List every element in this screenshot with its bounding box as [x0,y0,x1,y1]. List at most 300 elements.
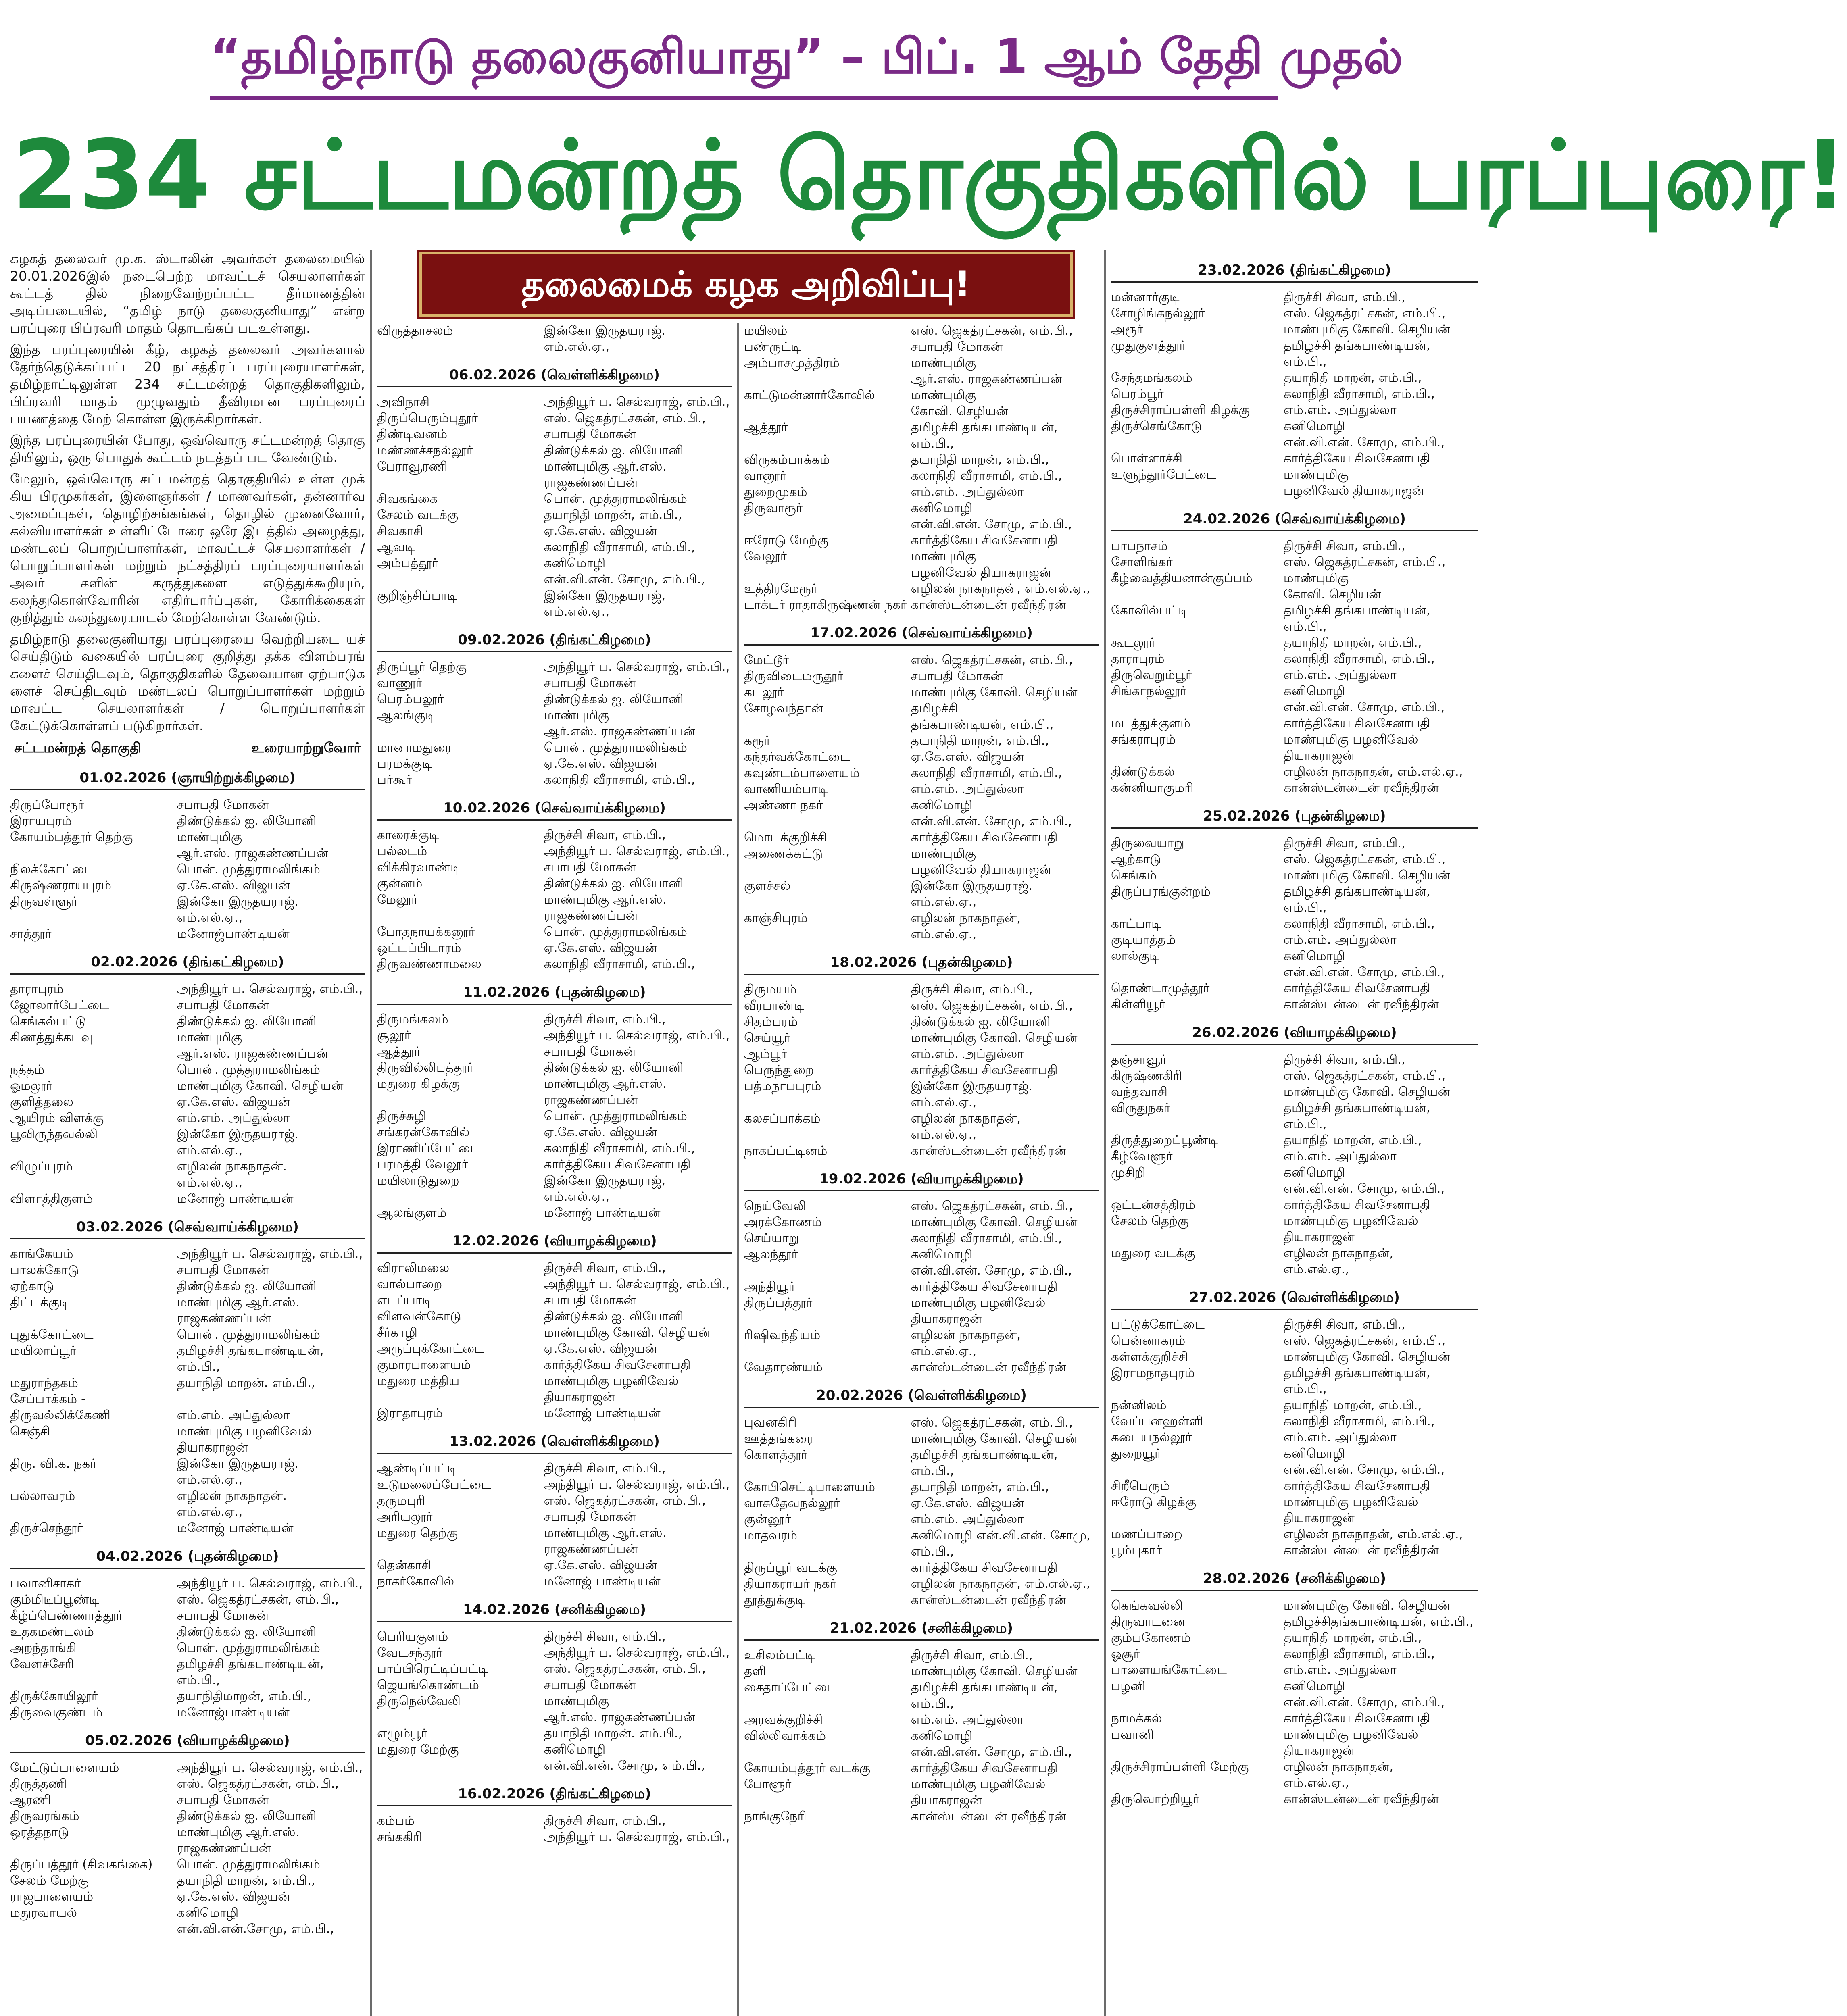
constituency-name: சங்கராபுரம் [1111,732,1176,747]
intro-paragraph: இந்த பரப்புரையின் போது, ஒவ்வொரு சட்டமன்றத் தொகு தியிலும், ஒரு பொதுக் கூட்டம் நடத்தப் பட வேண்டும். [10,432,369,465]
schedule-row [1111,1662,1478,1678]
schedule-row [1111,354,1478,370]
speaker-name: ஆர்.எஸ். ராஜகண்ணப்பன் [544,1710,696,1724]
schedule-row [10,1191,365,1207]
schedule-date-heading: 12.02.2026 (வியாழக்கிழமை) [377,1230,732,1254]
constituency-name: திருப்பூர் வடக்கு [744,1560,838,1575]
constituency-name: தியாகராயர் நகர் [744,1577,836,1591]
schedule-row [1111,1775,1478,1791]
speaker-name: கார்த்திகேய சிவசேனாபதி [911,533,1058,548]
schedule-row [744,733,1099,749]
speaker-name: திருச்சி சிவா, எம்.பி., [544,1261,666,1275]
constituency-name: கீழ்வைத்தியனான்குப்பம் [1111,571,1253,585]
schedule-row [1111,1413,1478,1429]
speaker-name: சபாபதி மோகன் [544,1044,636,1059]
announcement-banner: தலைமைக் கழக அறிவிப்பு! [419,252,1073,317]
constituency-name: திருச்செந்தூர் [10,1521,83,1535]
schedule-row [1111,1349,1478,1365]
schedule-row [10,813,365,829]
schedule-row [744,1527,1099,1560]
schedule-row [1111,434,1478,450]
constituency-name: அருப்புக்கோட்டை [377,1341,484,1356]
constituency-name: கம்பம் [377,1814,415,1828]
speaker-name: திருச்சி சிவா, எம்.பி., [544,1012,666,1027]
constituency-name [744,1343,911,1359]
constituency-name: டாக்டர் ராதாகிருஷ்ணன் நகர் [744,598,907,612]
schedule-row [377,1341,732,1357]
schedule-row [1111,651,1478,667]
speaker-name: மாண்புமிகு கோவி. செழியன் [911,685,1078,700]
speaker-name: பொன். முத்துராமலிங்கம் [544,1109,687,1123]
constituency-name: கந்தர்வக்கோட்டை [744,750,850,764]
schedule-row [377,924,732,940]
constituency-name: விளவன்கோடு [377,1309,461,1324]
speaker-name: ஏ.கே.எஸ். விஜயன் [544,524,657,538]
schedule-row [10,1808,365,1824]
speaker-name: அந்தியூர் ப. செல்வராஜ், எம்.பி., [177,982,363,996]
constituency-name: கோபிசெட்டிபாளையம் [744,1480,876,1494]
constituency-name: சைதாப்பேட்டை [744,1680,837,1695]
constituency-name: திருவிடைமருதூர் [744,669,843,683]
constituency-name: திருவள்ளூர் [10,894,78,909]
schedule-list [744,323,1099,1824]
speaker-name: மனோஜ் பாண்டியன் [544,1406,661,1420]
speaker-name: திண்டுக்கல் ஐ. லியோனி [544,1309,684,1324]
schedule-row [10,1656,365,1672]
constituency-name [10,1142,177,1158]
schedule-row [377,1509,732,1525]
constituency-name: வீரபாண்டி [744,998,805,1013]
schedule-row [377,772,732,788]
schedule-date-heading: 09.02.2026 (திங்கட்கிழமை) [377,629,732,652]
schedule-date-heading: 05.02.2026 (வியாழக்கிழமை) [10,1729,365,1753]
schedule-row [377,859,732,875]
schedule-row [10,1921,365,1937]
schedule-row [1111,1542,1478,1558]
schedule-row [377,410,732,426]
speaker-name: கலாநிதி வீராசாமி, எம்.பி., [1283,916,1435,931]
speaker-name: எம்.பி., [911,1464,954,1478]
schedule-row [10,1262,365,1278]
speaker-name: எஸ். ஜெகத்ரட்சகன், எம்.பி., [177,1776,339,1791]
schedule-row [10,1045,365,1062]
speaker-name: திண்டுக்கல் ஐ. லியோனி [544,1060,684,1075]
speaker-name: என்.வி.என். சோமு, எம்.பி., [911,1263,1072,1278]
speaker-name: எஸ். ஜெகத்ரட்சகன், எம்.பி., [1283,852,1446,866]
intro-text [10,250,369,734]
schedule-row [10,1013,365,1029]
constituency-name [744,716,911,733]
constituency-name: கிருஷ்ணராயபுரம் [10,878,112,893]
speaker-name: மாண்புமிகு [911,356,976,370]
schedule-row [10,1062,365,1078]
speaker-name: கனிமொழி [544,1742,606,1757]
constituency-name: ஆலங்குளம் [377,1206,447,1220]
constituency-name: எழும்பூர் [377,1726,427,1741]
schedule-row [744,1576,1099,1592]
intro-paragraph: கழகத் தலைவர் மு.க. ஸ்டாலின் அவர்கள் தலைமையில் 20.01.2026இல் நடைபெற்ற மாவட்டச் செயலாளர்கள் கூட்டத் தில் நிறைவேற்றப்பட்ட தீர்மானத்தின் அடிப்படையில், “தமிழ் நாடு தலைகுனியாது” என்ற பரப்புரை பிப்ரவரி மாதம் தொடங்கப் படஉள்ளது. [10,251,369,336]
speaker-name: கார்த்திகேய சிவசேனாபதி [911,1279,1058,1294]
schedule-row [744,829,1099,846]
constituency-name [744,1463,911,1479]
constituency-name [377,1541,544,1557]
schedule-row [744,1679,1099,1695]
constituency-name: வேடசந்தூர் [377,1645,443,1660]
schedule-row [1111,1245,1478,1261]
speaker-name: ராஜகண்ணப்பன் [544,908,638,923]
speaker-name: மாண்புமிகு [177,830,242,844]
schedule-row [377,1140,732,1156]
constituency-name: சங்கரன்கோவில் [377,1125,470,1139]
schedule-row [744,1792,1099,1808]
constituency-name: திருவில்லிபுத்தூர் [377,1060,473,1075]
schedule-row [744,1094,1099,1110]
speaker-name: தயாநிதிமாறன், எம்.பி., [177,1689,311,1704]
speaker-name: அந்தியூர் ப. செல்வராஜ், எம்.பி., [177,1760,363,1775]
speaker-name: தமிழச்சி தங்கபாண்டியன், [177,1343,324,1358]
schedule-row [1111,948,1478,964]
speaker-name: அந்தியூர் ப. செல்வராஜ், எம்.பி., [544,660,730,674]
speaker-name: என்.வி.என். சோமு, எம்.பி., [1283,700,1445,714]
schedule-row [1111,570,1478,586]
speaker-name: திருச்சி சிவா, எம்.பி., [544,1814,666,1828]
schedule-row [744,878,1099,894]
schedule-row [377,1060,732,1076]
constituency-name: கன்னியாகுமரி [1111,781,1194,795]
schedule-row [377,1573,732,1589]
schedule-row [377,707,732,723]
schedule-row [377,1173,732,1205]
schedule-row [10,1905,365,1921]
speaker-name: தமிழச்சி தங்கபாண்டியன், [1283,603,1430,618]
constituency-name: ஓசூர் [1111,1647,1140,1661]
speaker-name: எஸ். ஜெகத்ரட்சகன், எம்.பி., [911,653,1073,667]
schedule-row [744,910,1099,926]
speaker-name: எம்.பி., [911,436,954,451]
schedule-row [744,1230,1099,1246]
schedule-row [10,1575,365,1591]
constituency-name: கலசப்பாக்கம் [744,1111,821,1126]
constituency-name: கூடலூர் [1111,635,1155,650]
schedule-row [1111,1181,1478,1197]
constituency-name: சிவகங்கை [377,492,438,506]
schedule-row [377,1741,732,1758]
speaker-name: திண்டுக்கல் ஐ. லியோனி [544,692,684,706]
speaker-name: திண்டுக்கல் ஐ. லியோனி [177,1014,317,1029]
column-divider [370,250,372,2016]
speaker-name: எம்.எம். அப்துல்லா [1283,668,1397,682]
constituency-name: வந்தவாசி [1111,1085,1167,1099]
constituency-name [744,1127,911,1143]
constituency-name: பெரியகுளம் [377,1629,448,1644]
speaker-name: தமிழச்சி தங்கபாண்டியன், [911,420,1058,435]
schedule-row [744,1511,1099,1527]
schedule-date-heading: 24.02.2026 (செவ்வாய்க்கிழமை) [1111,508,1478,531]
speaker-name: கலாநிதி வீராசாமி, எம்.பி., [911,1231,1062,1245]
constituency-name: முதுகுளத்தூர் [1111,338,1186,353]
constituency-name: திருவெறும்பூர் [1111,668,1192,682]
schedule-row [744,435,1099,452]
constituency-name: செங்கம் [1111,868,1157,883]
speaker-name: மாண்புமிகு ஆர்.எஸ். [544,1526,667,1540]
constituency-name: தாராபுரம் [10,982,64,996]
speaker-name: எழிலன் நாகநாதன், [1283,1246,1394,1260]
constituency-name: ஊத்தங்கரை [744,1431,813,1446]
constituency-name [377,571,544,587]
constituency-name: சிதம்பரம் [744,1014,798,1029]
constituency-name [1111,964,1284,980]
constituency-name: குன்னூர் [744,1512,791,1527]
schedule-row [10,997,365,1013]
speaker-name: ராஜகண்ணப்பன் [177,1841,271,1856]
constituency-name: தருமபுரி [377,1493,425,1508]
constituency-name: மயிலாடுதுறை [377,1173,459,1188]
speaker-name: தியாகராஜன் [1283,1743,1355,1758]
speaker-name: மனோஜ் பாண்டியன் [177,1191,294,1206]
constituency-name: திருத்துறைப்பூண்டி [1111,1133,1218,1148]
speaker-name: சபாபதி மோகன் [911,339,1003,354]
constituency-name: மண்ணச்சநல்லூர் [377,443,473,458]
speaker-name: எழிலன் நாகநாதன், எம்.எல்.ஏ., [1283,1527,1463,1541]
schedule-row [377,908,732,924]
schedule-row [10,1488,365,1504]
schedule-row [1111,699,1478,715]
constituency-name: உசிலம்பட்டி [744,1648,815,1662]
speaker-name: இன்கோ இருதயராஜ், எம்.எல்.ஏ., [544,588,666,619]
schedule-row [1111,964,1478,980]
schedule-date-heading: 10.02.2026 (செவ்வாய்க்கிழமை) [377,797,732,821]
speaker-name: ஏ.கே.எஸ். விஜயன் [544,756,657,771]
constituency-name: பரமக்குடி [377,756,432,771]
speaker-name: திருச்சி சிவா, எம்.பி., [544,1461,666,1476]
schedule-date-heading: 11.02.2026 (புதன்கிழமை) [377,981,732,1005]
schedule-row [1111,1462,1478,1478]
constituency-name: அணைக்கட்டு [744,846,823,861]
speaker-name: மாண்புமிகு கோவி. செழியன் [1283,1085,1450,1099]
speaker-name: மாண்புமிகு பழனிவேல் [1283,1214,1418,1228]
constituency-name: திட்டக்குடி [10,1295,69,1310]
schedule-row [744,1760,1099,1776]
schedule-date-heading: 28.02.2026 (சனிக்கிழமை) [1111,1567,1478,1591]
speaker-name: எம்.எல்.ஏ., [1283,1262,1349,1277]
constituency-name: திருவாரூர் [744,501,803,515]
schedule-row [744,894,1099,910]
speaker-name: எம்.பி., [911,1696,954,1711]
constituency-name: கிணத்துக்கடவு [10,1030,93,1045]
speaker-name: திண்டுக்கல் ஐ. லியோனி [911,1014,1051,1029]
schedule-row [377,1709,732,1725]
schedule-row [1111,1759,1478,1775]
schedule-row [744,1560,1099,1576]
schedule-row [377,1325,732,1341]
speaker-name: மாண்புமிகு பழனிவேல் [911,1777,1046,1791]
schedule-row [744,516,1099,532]
constituency-name: ஏற்காடு [10,1279,54,1293]
speaker-name: திருச்சி சிவா, எம்.பி., [1283,539,1405,553]
constituency-name: தொண்டாமுத்தூர் [1111,981,1210,996]
speaker-name: எம்.எல்.ஏ., [911,927,977,941]
constituency-name: அவிநாசி [377,395,430,409]
schedule-row [744,484,1099,500]
schedule-row [377,1205,732,1221]
constituency-name: ஜோலார்பேட்டை [10,998,109,1012]
speaker-name: எம்.எம். அப்துல்லா [177,1408,290,1422]
speaker-name: மாண்புமிகு ஆர்.எஸ். [544,892,667,907]
schedule-date-heading: 03.02.2026 (செவ்வாய்க்கிழமை) [10,1216,365,1239]
constituency-name: வேதாரண்யம் [744,1360,823,1375]
constituency-name: கொளத்தூர் [744,1447,808,1462]
speaker-name: என்.வி.என். சோமு, எம்.பி., [911,1745,1072,1759]
speaker-name: பொன். முத்துராமலிங்கம் [544,925,687,939]
schedule-row [744,846,1099,862]
speaker-name: தயாநிதி மாறன். எம்.பி., [177,1376,315,1390]
speaker-name: திண்டுக்கல் ஐ. லியோனி [177,1624,317,1639]
constituency-name: காங்கேயம் [10,1247,73,1261]
speaker-name: கனிமொழி [911,501,973,515]
constituency-name: செய்யூர் [744,1031,790,1045]
constituency-name [744,1744,911,1760]
schedule-row [377,1460,732,1477]
speaker-name: பொன். முத்துராமலிங்கம் [177,1641,320,1655]
speaker-name: தயாநிதி மாறன், எம்.பி., [1283,371,1422,385]
speaker-name [177,1391,365,1407]
constituency-name: குன்னம் [377,876,423,891]
schedule-row [744,781,1099,797]
constituency-name: விருகம்பாக்கம் [744,452,830,467]
constituency-name [1111,434,1284,450]
constituency-name: விருதுநகர் [1111,1101,1170,1115]
speaker-name: ஏ.கே.எஸ். விஜயன் [544,941,657,955]
schedule-row [10,1391,365,1407]
speaker-name: கார்த்திகேய சிவசேனாபதி [1283,1479,1430,1493]
speaker-name: கார்த்திகேய சிவசேனாபதி [1283,716,1430,731]
schedule-row [744,1198,1099,1214]
speaker-name: மனோஜ் பாண்டியன் [544,1574,661,1589]
speaker-name: மாண்புமிகு [1283,467,1349,482]
schedule-row [377,491,732,507]
schedule-row [1111,1694,1478,1710]
schedule-row [744,1431,1099,1447]
schedule-row [10,1792,365,1808]
constituency-name: உடுமலைப்பேட்டை [377,1477,491,1492]
speaker-name: மாண்புமிகு [911,388,976,402]
schedule-row [1111,1116,1478,1132]
speaker-name: அந்தியூர் ப. செல்வராஜ், எம்.பி., [544,395,730,409]
constituency-name: பல்லடம் [377,844,427,858]
constituency-name: அம்பாசமுத்திரம் [744,356,840,370]
speaker-header: உரையாற்றுவோர் [251,740,361,756]
speaker-name: சபாபதி மோகன் [177,1263,269,1277]
speaker-name: என்.வி.என். சோமு, எம்.பி., [544,572,705,587]
schedule-row [10,1856,365,1872]
schedule-row [377,426,732,442]
speaker-name: கார்த்திகேய சிவசேனாபதி [911,1560,1058,1575]
constituency-name [10,1310,177,1327]
speaker-name: மாண்புமிகு ஆர்.எஸ். [544,459,667,474]
constituency-name: சிங்காநல்லூர் [1111,684,1187,698]
speaker-name: எஸ். ஜெகத்ரட்சகன், எம்.பி., [1283,1333,1446,1348]
constituency-name: முசிறி [1111,1165,1146,1180]
constituency-name: ஒட்டப்பிடாரம் [377,941,461,955]
speaker-name: சபாபதி மோகன் [544,676,636,690]
constituency-name: அந்தியூர் [744,1279,795,1294]
speaker-name: என்.வி.என்.சோமு, எம்.பி., [177,1922,334,1936]
constituency-name: செங்கல்பட்டு [10,1014,87,1029]
speaker-name: மாண்புமிகு கோவி. செழியன் [544,1325,711,1340]
schedule-row [1111,780,1478,796]
constituency-name: குமாரபாளையம் [377,1358,471,1372]
schedule-row [10,1872,365,1889]
constituency-name: வில்லிவாக்கம் [744,1729,826,1743]
schedule-row [377,1043,732,1060]
speaker-name: எம்.எல்.ஏ., [177,910,243,925]
constituency-name: சூலூர் [377,1028,411,1043]
schedule-row [377,1645,732,1661]
constituency-name: ஆலங்குடி [377,708,436,723]
speaker-name: எம்.பி., [1283,1382,1327,1396]
schedule-row [1111,1727,1478,1743]
speaker-name: கார்த்திகேய சிவசேனாபதி [911,1063,1058,1077]
constituency-name: பெரம்பலூர் [377,692,444,706]
constituency-name: குளச்சல் [744,879,791,893]
speaker-name: மனோஜ் பாண்டியன் [544,1206,661,1220]
speaker-name: தியாகராஜன் [1283,748,1355,763]
constituency-name: திருச்சிராப்பள்ளி மேற்கு [1111,1760,1249,1774]
speaker-name: பொன். முத்துராமலிங்கம் [544,492,687,506]
schedule-row [744,1712,1099,1728]
constituency-name: சோழவந்தான் [744,701,823,716]
constituency-name [744,1311,911,1327]
schedule-row [744,1214,1099,1230]
constituency-name: கோவில்பட்டி [1111,603,1188,618]
speaker-name: மாண்புமிகு [544,1694,609,1708]
schedule-row [377,394,732,410]
constituency-name: திருவண்ணாமலை [377,957,482,971]
schedule-list [1111,259,1478,1807]
schedule-row [377,956,732,972]
constituency-name: சேலம் வடக்கு [377,508,459,522]
constituency-name [10,1045,177,1062]
constituency-name: ஆற்காடு [1111,852,1161,866]
constituency-name: பேராவூரணி [377,459,448,474]
constituency-name: ஒரத்தநாடு [10,1825,69,1839]
column-2 [377,323,732,2016]
schedule-row [10,1624,365,1640]
constituency-name: கெங்கவல்லி [1111,1598,1183,1613]
speaker-name: இன்கோ இருதயராஜ். [911,879,1033,893]
constituency-name: மாதவரம் [744,1528,797,1543]
constituency-name: குடியாத்தம் [1111,933,1176,947]
speaker-name: திருச்சி சிவா, எம்.பி., [911,1648,1033,1662]
schedule-row [744,862,1099,878]
schedule-row [1111,1197,1478,1213]
speaker-name: எஸ். ஜெகத்ரட்சகன், எம்.பி., [1283,1068,1446,1083]
schedule-row [10,1640,365,1656]
schedule-row [10,845,365,861]
speaker-name: அந்தியூர் ப. செல்வராஜ், எம்.பி., [544,844,730,858]
speaker-name: கான்ஸ்டன்டைன் ரவீந்திரன் [1283,781,1439,795]
constituency-name: காஞ்சிபுரம் [744,911,808,925]
speaker-name: திருச்சி சிவா, எம்.பி., [1283,1317,1405,1332]
constituency-name: இராமநாதபுரம் [1111,1366,1195,1380]
speaker-name: பொன். முத்துராமலிங்கம் [177,1857,320,1872]
constituency-name: அரக்கோணம் [744,1215,822,1229]
schedule-row [744,1728,1099,1744]
schedule-row [744,597,1099,613]
schedule-row [10,1456,365,1472]
constituency-name: ஈரோடு கிழக்கு [1111,1495,1197,1509]
schedule-row [10,1840,365,1856]
